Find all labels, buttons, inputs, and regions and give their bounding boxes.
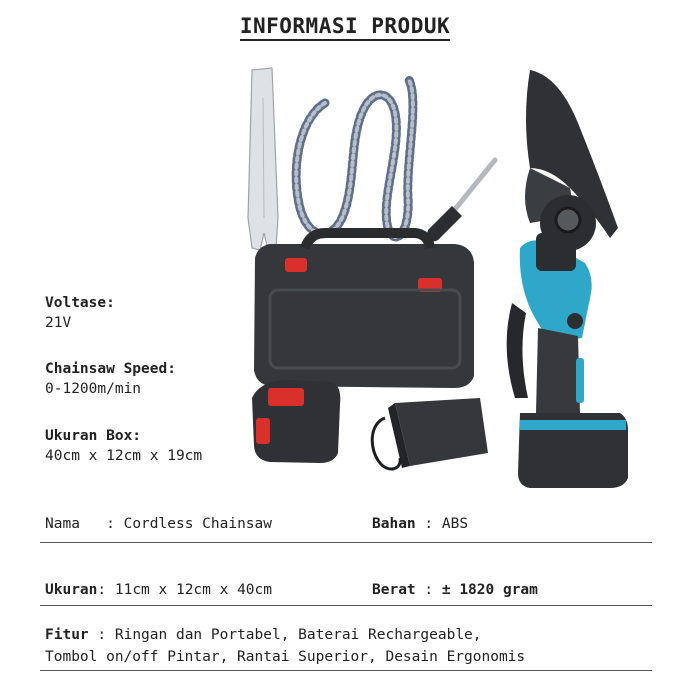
berat-value: ± 1820 gram [441, 582, 538, 598]
spec-speed-value: 0-1200m/min [45, 381, 142, 397]
battery-pack [252, 380, 340, 463]
carrying-case [254, 233, 474, 388]
berat-sep: : [424, 582, 434, 598]
nama-label: Nama [45, 516, 80, 532]
bahan-value: ABS [441, 516, 469, 532]
battery-charger [372, 398, 488, 469]
row-fitur [45, 627, 482, 643]
ukuran-label: Ukuran [45, 582, 98, 598]
spec-ukuran-box [45, 426, 202, 466]
divider-3 [40, 670, 652, 671]
row-bahan [372, 516, 468, 532]
saw-chain [296, 78, 413, 237]
divider-1 [40, 542, 652, 543]
spec-voltase-value: 21V [45, 315, 72, 331]
nama-value: Cordless Chainsaw [123, 516, 272, 532]
row-fitur-cont [45, 649, 525, 665]
ukuran-sep: : [97, 582, 107, 598]
spec-box-value: 40cm x 12cm x 19cm [45, 448, 203, 464]
spec-voltase [45, 293, 115, 333]
divider-2 [40, 605, 652, 606]
cordless-chainsaw [507, 70, 628, 488]
ukuran-value: 11cm x 12cm x 40cm [114, 582, 272, 598]
page-title: INFORMASI PRODUK [240, 14, 450, 41]
fitur-label: Fitur [45, 627, 89, 643]
bahan-label: Bahan [372, 516, 416, 532]
row-ukuran [45, 582, 272, 598]
spec-voltase-label: Voltase: [45, 295, 115, 311]
nama-sep: : [106, 516, 115, 532]
row-nama [45, 516, 272, 532]
fitur-line-2: Tombol on/off Pintar, Rantai Superior, Desain Ergonomis [45, 649, 526, 665]
fitur-sep: : [97, 627, 107, 643]
page-title-wrap [0, 14, 690, 38]
spec-speed-label: Chainsaw Speed: [45, 361, 176, 377]
fitur-line-1: Ringan dan Portabel, Baterai Rechargeable, [114, 627, 482, 643]
guide-bar [248, 68, 278, 250]
screwdriver [426, 160, 495, 242]
row-berat [372, 582, 538, 598]
berat-label: Berat [372, 582, 416, 598]
spec-chainsaw-speed [45, 359, 176, 399]
bahan-sep: : [424, 516, 434, 532]
product-illustration [230, 58, 650, 498]
spec-box-label: Ukuran Box: [45, 428, 142, 444]
